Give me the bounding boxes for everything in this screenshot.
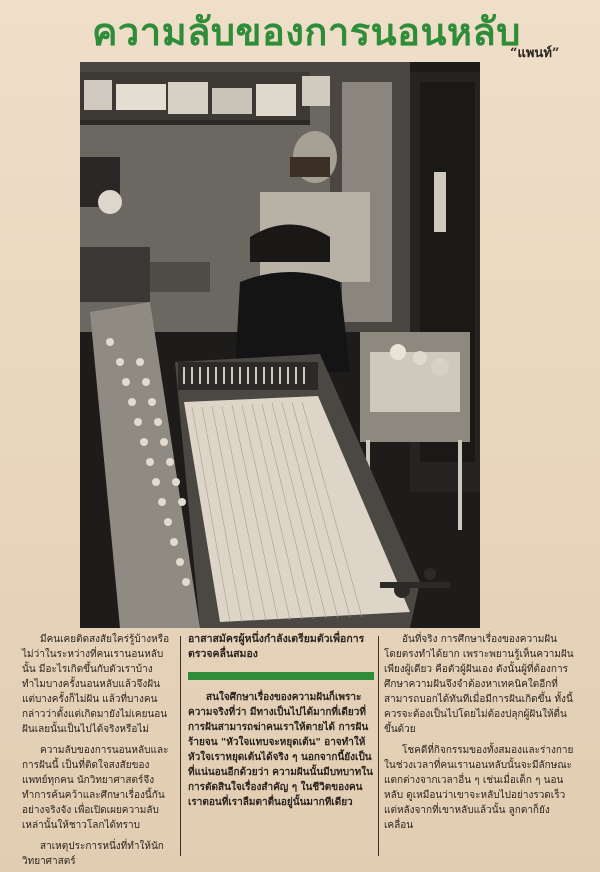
column-3	[384, 632, 574, 860]
column-3-paragraph: โชคดีที่กิจกรรมของทั้งสมองและร่างกายในช่วงเวลาที่คนเรานอนหลับนั้นจะมีลักษณะแตกต่างจากเวลาอื่น ๆ เช่นเมื่อเด็ก ๆ นอนหลับ ดูเหมือนว่าเขาจะหลับไปอย่างรวดเร็ว แต่หลังจากที่เขาหลับแล้วนั้น ลูกตาก็ยังเคลื่อน	[384, 745, 574, 831]
article-photo	[80, 62, 480, 628]
column-3-paragraph: อันที่จริง การศึกษาเรื่องของความฝันโดยตรงทำได้ยาก เพราะพยานรู้เห็นความฝันเพียงผู้เดียว คือตัวผู้ฝันเอง ดังนั้นผู้ที่ต้องการศึกษาความฝันจึงจำต้องหาเทคนิคใดอีกที่สามารถบอกได้ทันทีเมื่อมีการฝันเกิดขึ้น ทั้งนี้ควรจะต้องเป็นไปโดยไม่ต้องปลุกผู้ฝันให้ตื่นขึ้นด้วย	[384, 634, 574, 735]
column-1	[22, 632, 172, 867]
green-rule	[188, 672, 374, 680]
column-1-paragraph: มีคนเคยติดสงสัยใคร่รู้บ้างหรือไม่ว่าในระหว่างที่คนเรานอนหลับนั้น มีอะไรเกิดขึ้นกับตัวเราบ้าง ทำไมบางครั้งนอนหลับแล้วจึงฝัน แต่บางครั้งก็ไม่ฝัน แล้วที่บางคนกล่าวว่าตั้งแต่เกิดมายังไม่เคยนอนฝันเลยนั้นเป็นไปได้จริงหรือไม่	[22, 634, 170, 735]
column-divider	[180, 636, 181, 856]
article-byline: “แพนท์”	[510, 46, 560, 61]
photo-caption: อาสาสมัครผู้หนึ่งกำลังเตรียมตัวเพื่อการตรวจคลื่นสมอง	[188, 633, 365, 660]
column-1-paragraph: ความลับของการนอนหลับและการฝันนี้ เป็นที่ติดใจสงสัยของแพทย์ทุกคน นักวิทยาศาสตร์จึงทำการค้นคว้าและศึกษาเรื่องนี้กันอย่างจริงจัง เพื่อเปิดเผยความลับเหล่านั้นให้ชาวโลกได้ทราบ	[22, 745, 169, 831]
sleep-lab-photo	[80, 62, 480, 628]
column-1-paragraph: สาเหตุประการหนึ่งที่ทำให้นักวิทยาศาสตร์	[22, 841, 164, 867]
article-title: ความลับของการนอนหลับ	[92, 10, 521, 54]
column-divider	[378, 636, 379, 856]
column-2-paragraph: สนใจศึกษาเรื่องของความฝันก็เพราะความจริงที่ว่า มีทางเป็นไปได้มากที่เดียวที่การฝันสามารถฆ่าคนเราให้ตายได้ การฝันร้ายจน "หัวใจแทบจะหยุดเต้น" อาจทำให้หัวใจเราหยุดเต้นได้จริง ๆ นอกจากนี้ยังเป็นที่แน่นอนอีกด้วยว่า ความฝันนั้นมีบทบาทในการตัดสินใจเรื่องสำคัญ ๆ ในชีวิตของคนเราตอนที่เราลืมตาตื่นอยู่นั้นมากทีเดียว	[188, 692, 373, 808]
column-2	[188, 632, 374, 860]
